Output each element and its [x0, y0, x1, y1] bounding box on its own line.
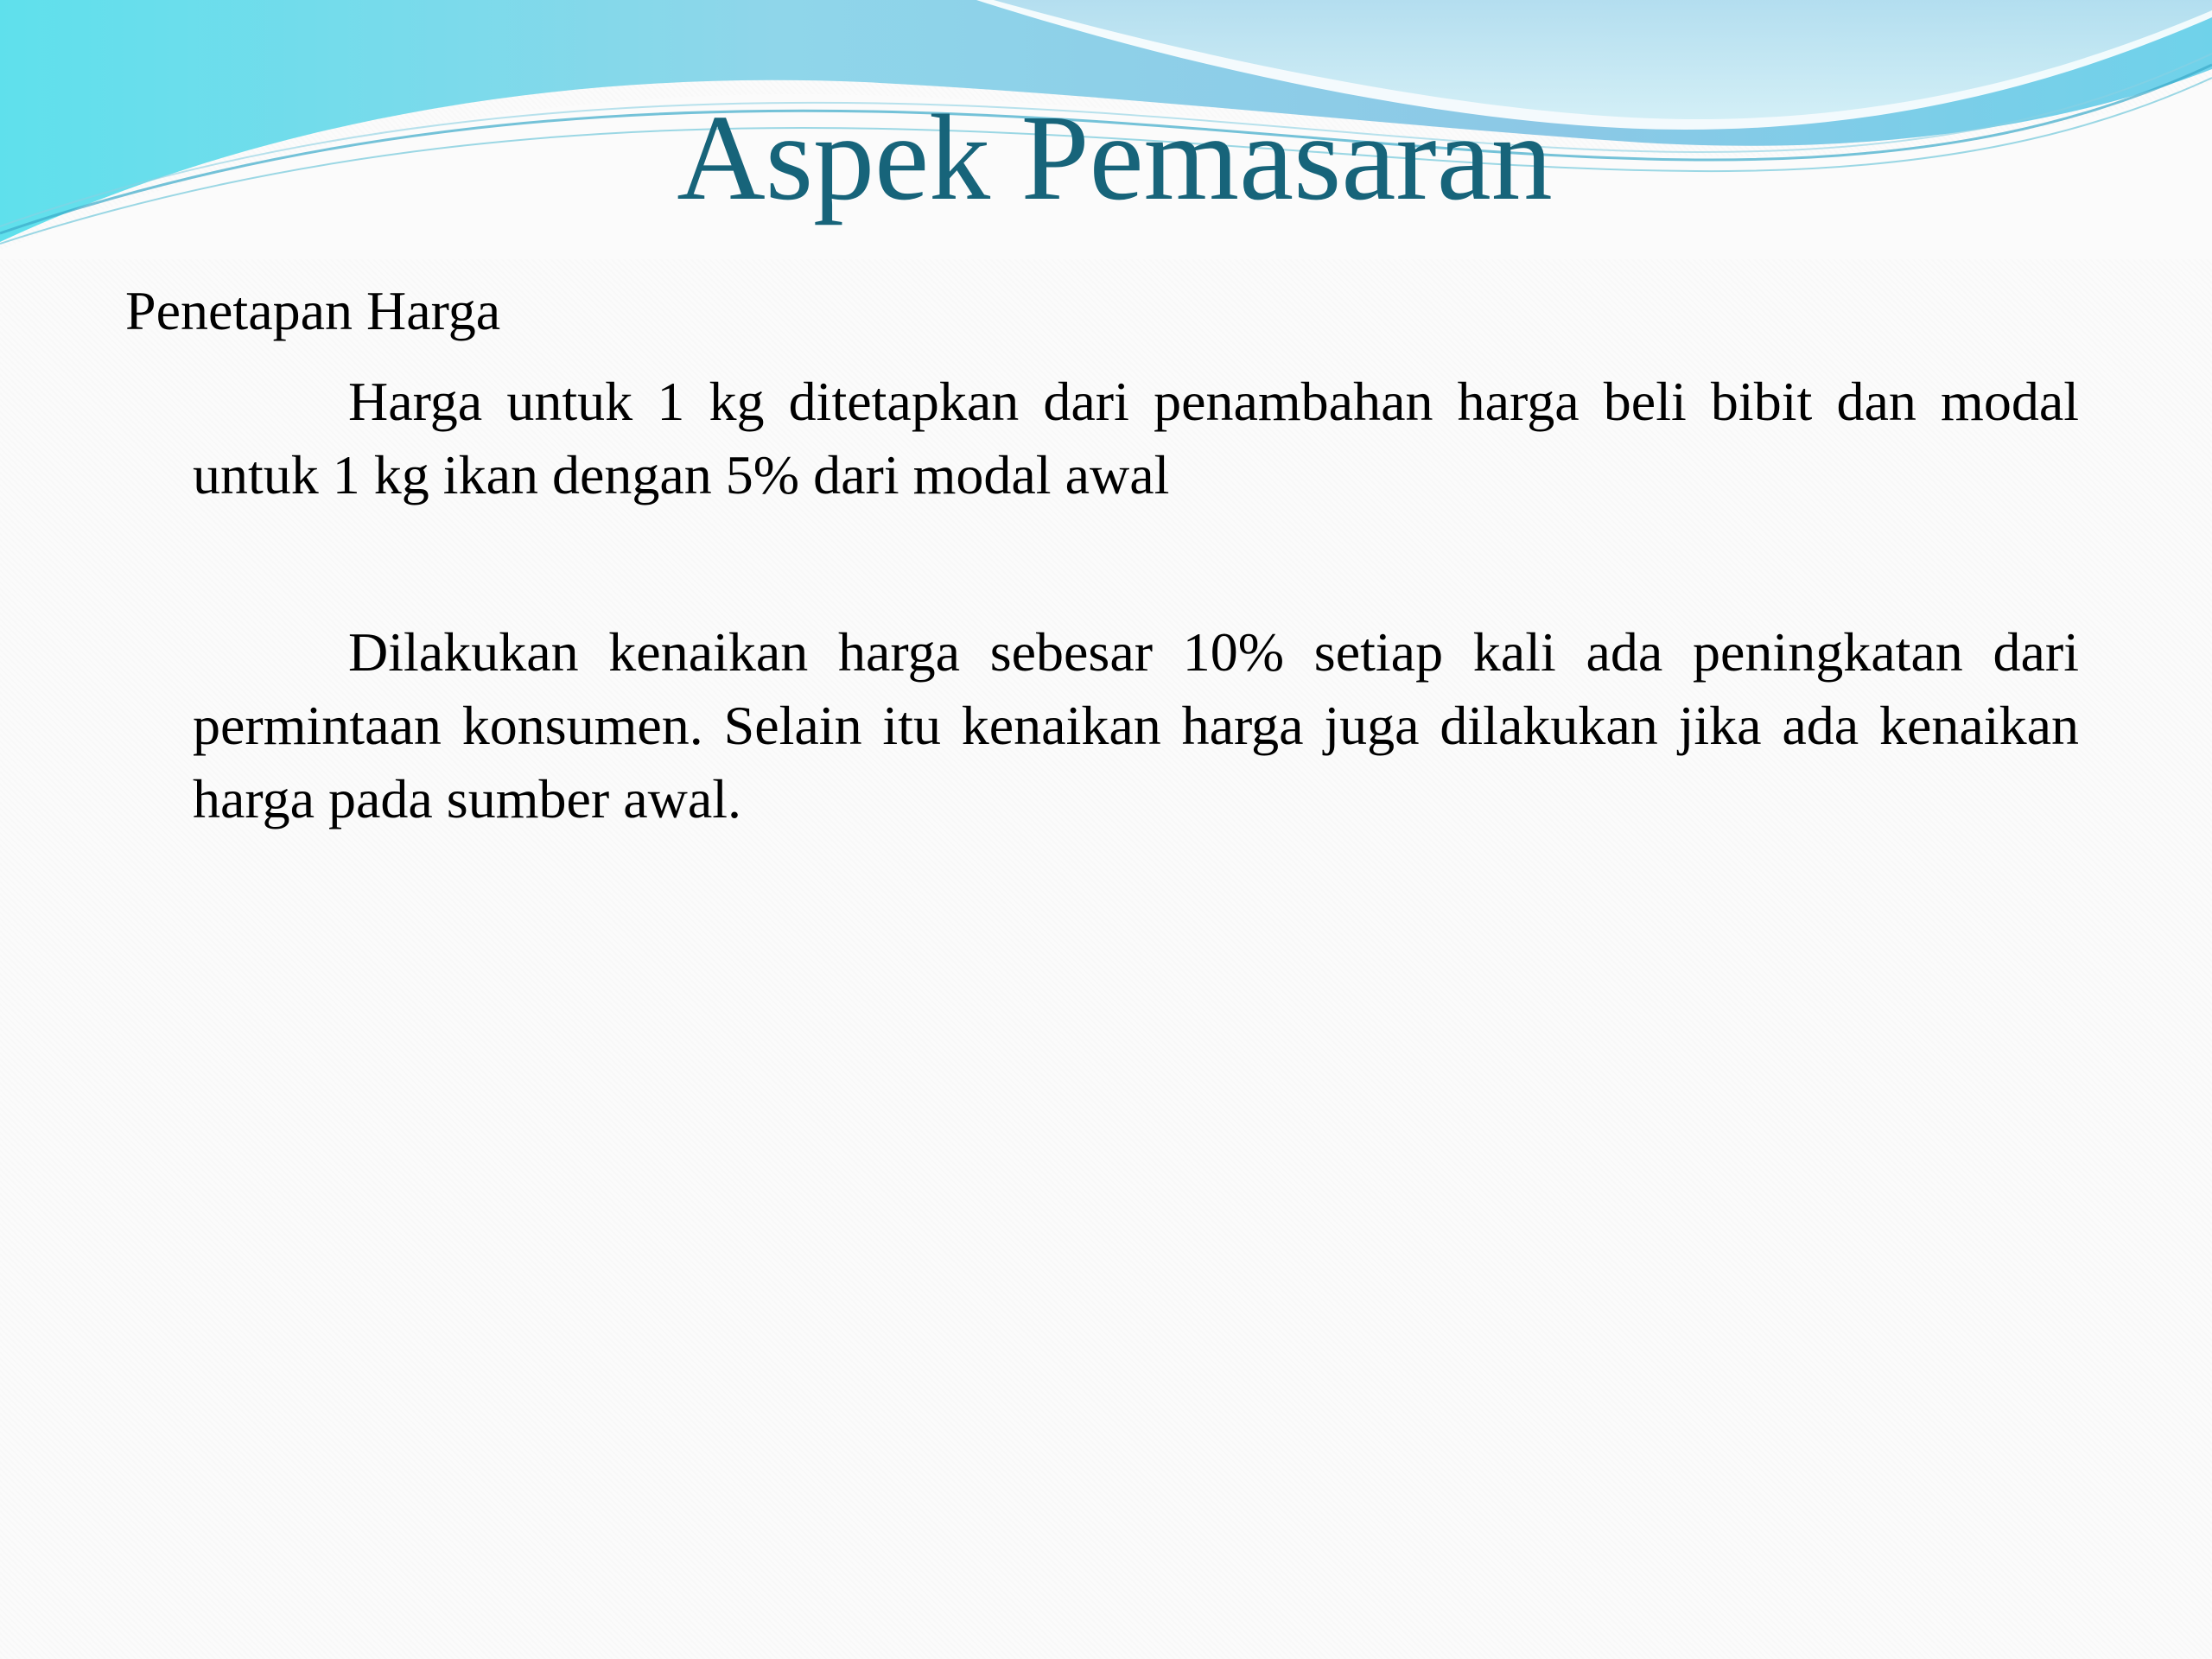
paragraph-price-setting: Harga untuk 1 kg ditetapkan dari penambahan harga beli bibit dan modal untuk 1 kg ikan dengan 5% dari modal awal	[193, 371, 2079, 505]
slide-body	[125, 275, 2078, 836]
paragraph-price-increase: Dilakukan kenaikan harga sebesar 10% setiap kali ada peningkatan dari permintaan konsumen. Selain itu kenaikan harga juga dilakukan jika ada kenaikan harga pada sumber awal.	[193, 621, 2079, 830]
section-heading: Penetapan Harga	[125, 280, 501, 341]
slide-title: Aspek Pemasaran	[677, 89, 1553, 226]
